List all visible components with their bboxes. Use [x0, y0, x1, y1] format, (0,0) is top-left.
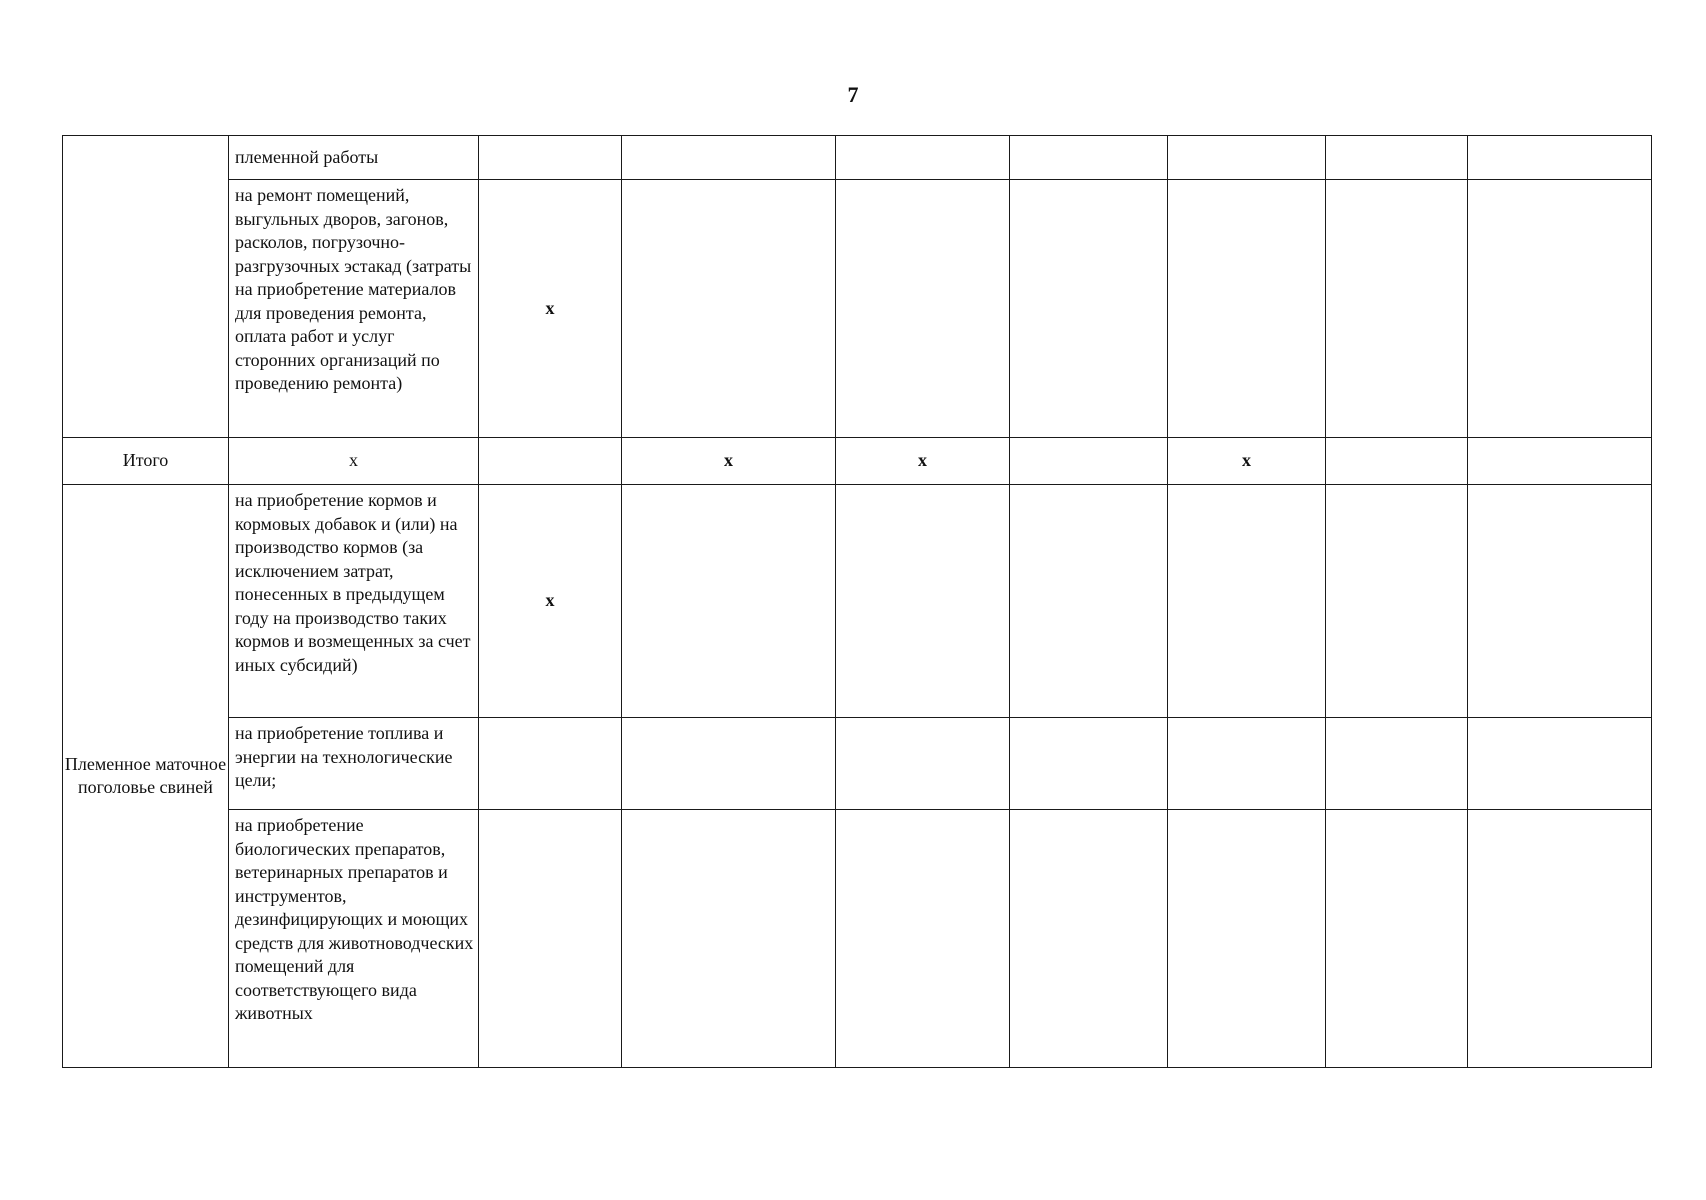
table-cell [622, 718, 836, 810]
table-cell [836, 180, 1010, 438]
table-cell [1010, 136, 1168, 180]
table-cell [1168, 180, 1326, 438]
subsidy-cost-table [62, 135, 1652, 1068]
table-cell: x [622, 438, 836, 485]
table-cell [1468, 718, 1652, 810]
row-description: на ремонт помещений, выгульных дворов, загонов, расколов, погрузочно-разгрузочных эстакад (затраты на приобретение материалов для проведения ремонта, оплата работ и услуг сторонних организаций по проведению ремонта) [229, 180, 479, 438]
table-cell [479, 810, 622, 1068]
row-description: на приобретение кормов и кормовых добавок и (или) на производство кормов (за исключением затрат, понесенных в предыдущем году на производство таких кормов и возмещенных за счет иных субсидий) [229, 485, 479, 718]
table-cell [1326, 136, 1468, 180]
table-row [63, 810, 1652, 1068]
table-cell [1010, 718, 1168, 810]
table-cell [479, 136, 622, 180]
table-cell [1010, 438, 1168, 485]
table-row [63, 718, 1652, 810]
table-cell [836, 718, 1010, 810]
page-number: 7 [847, 82, 859, 107]
row-description: на приобретение топлива и энергии на технологические цели; [229, 718, 479, 810]
table-cell [1468, 810, 1652, 1068]
table-cell [1168, 136, 1326, 180]
table-cell [1326, 180, 1468, 438]
table-cell [1326, 718, 1468, 810]
table-cell [1326, 438, 1468, 485]
table-cell [1168, 485, 1326, 718]
total-label: Итого [63, 438, 229, 485]
table-cell [1010, 485, 1168, 718]
table-cell: x [479, 180, 622, 438]
table-cell [1168, 718, 1326, 810]
table-cell [836, 136, 1010, 180]
table-cell: x [836, 438, 1010, 485]
table-cell [1326, 485, 1468, 718]
row-category-cell [63, 136, 229, 438]
table-row [63, 136, 1652, 180]
table-cell [1010, 180, 1168, 438]
table-cell [1468, 438, 1652, 485]
table-cell [1168, 810, 1326, 1068]
table-row-total [63, 438, 1652, 485]
table-cell [479, 438, 622, 485]
table-cell [1468, 180, 1652, 438]
table-cell: x [229, 438, 479, 485]
table-cell: x [479, 485, 622, 718]
table-cell [836, 810, 1010, 1068]
table-cell [622, 485, 836, 718]
table-cell [1326, 810, 1468, 1068]
table-cell [622, 810, 836, 1068]
table-row [63, 180, 1652, 438]
table-cell [1468, 136, 1652, 180]
table-row [63, 485, 1652, 718]
row-description: на приобретение биологических препаратов, ветеринарных препаратов и инструментов, дезинфицирующих и моющих средств для животноводческих помещений для соответствующего вида животных [229, 810, 479, 1068]
table-cell [1468, 485, 1652, 718]
group-label: Племенное маточное поголовье свиней [63, 485, 229, 1068]
table-cell: x [1168, 438, 1326, 485]
table-cell [479, 718, 622, 810]
table-cell [1010, 810, 1168, 1068]
table-cell [622, 180, 836, 438]
table-cell [622, 136, 836, 180]
row-description: племенной работы [229, 136, 479, 180]
table-cell [836, 485, 1010, 718]
